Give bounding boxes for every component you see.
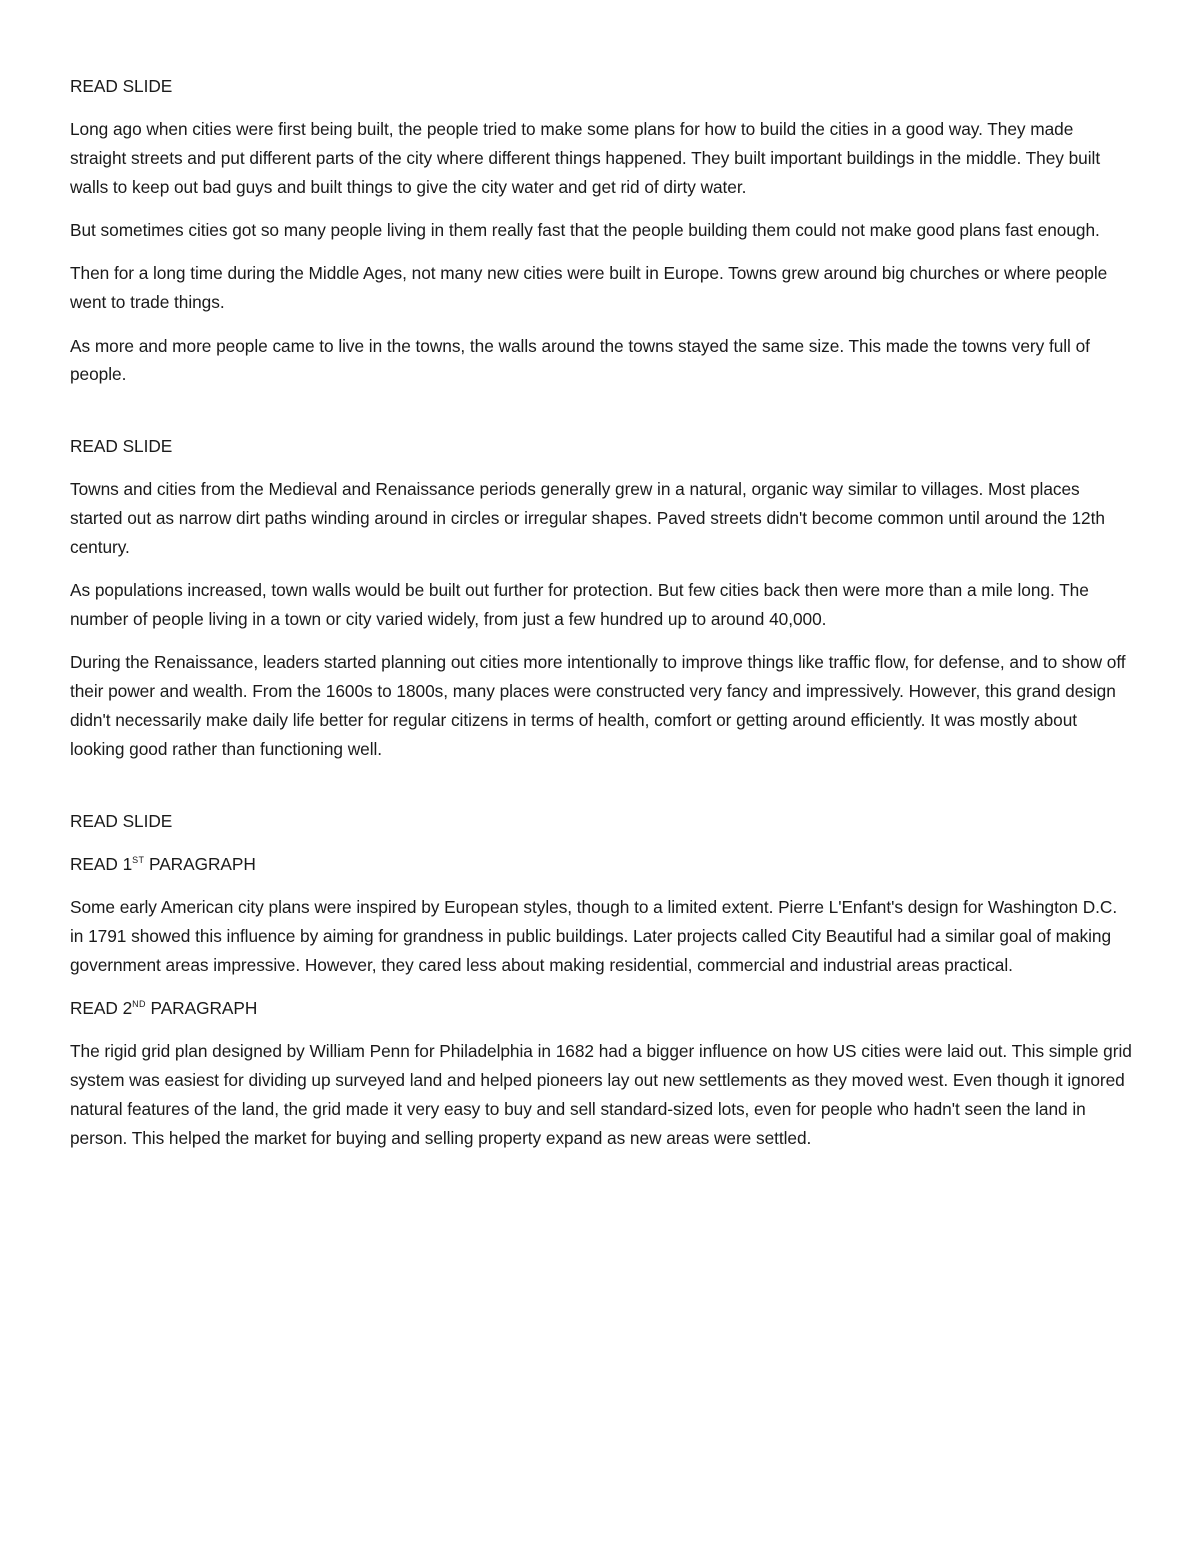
- section-2: [70, 432, 1132, 763]
- document-body: [70, 72, 1132, 1167]
- paragraph: Some early American city plans were inspired by European styles, though to a limited extent. Pierre L'Enfant's design for Washington D.C. in 1791 showed this influence by aiming for grandness in public buildings. Later projects called City Beautiful had a similar goal of making government areas impressive. However, they cared less about making residential, commercial and industrial areas practical.: [70, 897, 1118, 975]
- ordinal-suffix: ST: [132, 854, 145, 865]
- paragraph: As more and more people came to live in the towns, the walls around the towns stayed the same size. This made the towns very full of people.: [70, 335, 1090, 385]
- paragraph: The rigid grid plan designed by William Penn for Philadelphia in 1682 had a bigger influence on how US cities were laid out. This simple grid system was easiest for dividing up surveyed land and helped pioneers lay out new settlements as they moved west. Even though it ignored natural features of the land, the grid made it very easy to buy and sell standard-sized lots, even for people who hadn't seen the land in person. This helped the market for buying and selling property expand as new areas were settled.: [70, 1041, 1132, 1148]
- section-heading: READ SLIDE: [70, 810, 173, 831]
- paragraph: But sometimes cities got so many people living in them really fast that the people building them could not make good plans fast enough.: [70, 220, 1100, 241]
- instruction-prefix: READ 2: [70, 998, 133, 1019]
- instruction-suffix: PARAGRAPH: [145, 998, 258, 1019]
- section-heading: READ SLIDE: [70, 436, 173, 457]
- instruction-prefix: READ 1: [70, 853, 133, 874]
- read-second-paragraph-instruction: [70, 994, 1132, 1023]
- paragraph: Then for a long time during the Middle Ages, not many new cities were built in Europe. Towns grew around big churches or where people went to trade things.: [70, 263, 1108, 313]
- section-1: [70, 72, 1132, 389]
- paragraph: During the Renaissance, leaders started planning out cities more intentionally to improve things like traffic flow, for defense, and to show off their power and wealth. From the 1600s to 1800s, many places were constructed very fancy and impressively. However, this grand design didn't necessarily make daily life better for regular citizens in terms of health, comfort or getting around efficiently. It was mostly about looking good rather than functioning well.: [70, 652, 1126, 759]
- section-3: [70, 807, 1132, 1153]
- section-heading: READ SLIDE: [70, 76, 173, 96]
- instruction-suffix: PARAGRAPH: [144, 853, 256, 874]
- paragraph: Long ago when cities were first being built, the people tried to make some plans for how to build the cities in a good way. They made straight streets and put different parts of the city where different things happened. They built important buildings in the middle. They built walls to keep out bad guys and built things to give the city water and get rid of dirty water.: [70, 119, 1101, 197]
- read-first-paragraph-instruction: [70, 850, 1132, 879]
- paragraph: Towns and cities from the Medieval and Renaissance periods generally grew in a natural, organic way similar to villages. Most places started out as narrow dirt paths winding around in circles or irregular shapes. Paved streets didn't become common until around the 12th century.: [70, 479, 1105, 558]
- ordinal-suffix: ND: [132, 999, 146, 1010]
- paragraph: As populations increased, town walls would be built out further for protection. But few cities back then were more than a mile long. The number of people living in a town or city varied widely, from just a few hundred up to around 40,000.: [70, 580, 1089, 630]
